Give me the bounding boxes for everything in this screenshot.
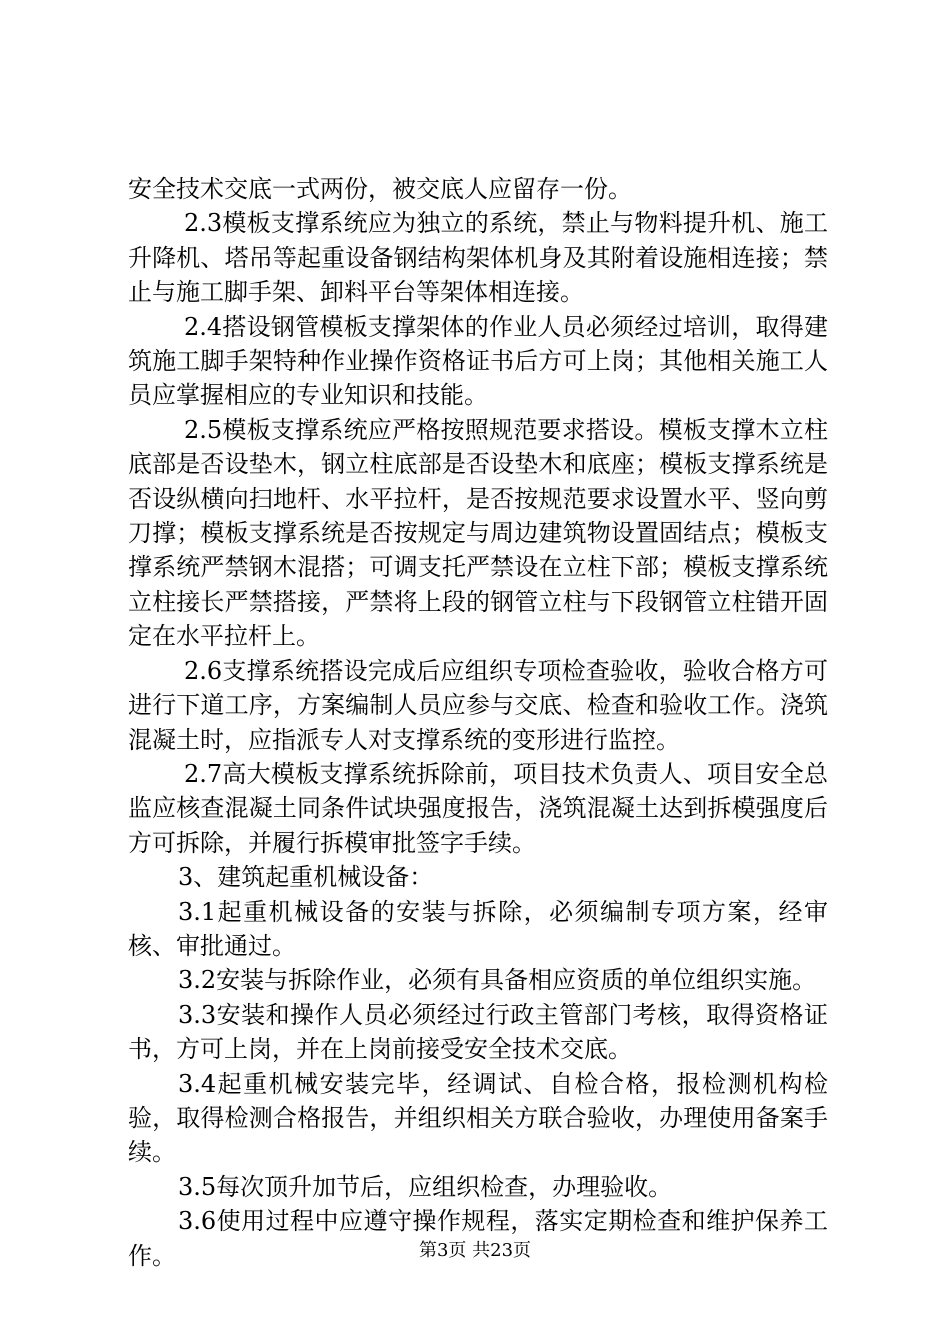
paragraph-2-5: 2.5模板支撑系统应严格按照规范要求搭设。模板支撑木立柱底部是否设垫木，钢立柱底部是否设垫木和底座；模板支撑系统是否设纵横向扫地杆、水平拉杆，是否按规范要求设置水平、竖向剪刀撑；模板支撑系统是否按规定与周边建筑物设置固结点；模板支撑系统严禁钢木混搭；可调支托严禁设在立柱下部；模板支撑系统立柱接长严禁搭接，严禁将上段的钢管立柱与下段钢管立柱错开固定在水平拉杆上。	[128, 415, 828, 651]
paragraph-3-6: 3.6使用过程中应遵守操作规程，落实定期检查和维护保养工作。	[128, 1207, 828, 1270]
paragraph-3-5: 3.5每次顶升加节后，应组织检查，办理验收。	[178, 1172, 673, 1201]
document-body	[128, 172, 828, 1273]
paragraph-3-1: 3.1起重机械设备的安装与拆除，必须编制专项方案，经审核、审批通过。	[128, 897, 828, 960]
page-number-footer: 第3页 共23页	[418, 1240, 532, 1261]
paragraph-3-2: 3.2安装与拆除作业，必须有具备相应资质的单位组织实施。	[178, 966, 817, 995]
paragraph-2-7: 2.7高大模板支撑系统拆除前，项目技术负责人、项目安全总监应核查混凝土同条件试块强度报告，浇筑混凝土达到拆模强度后方可拆除，并履行拆模审批签字手续。	[128, 759, 828, 857]
paragraph-2-3: 2.3模板支撑系统应为独立的系统，禁止与物料提升机、施工升降机、塔吊等起重设备钢结构架体机身及其附着设施相连接；禁止与施工脚手架、卸料平台等架体相连接。	[128, 209, 828, 307]
paragraph-3-4: 3.4起重机械安装完毕，经调试、自检合格，报检测机构检验，取得检测合格报告，并组织相关方联合验收，办理使用备案手续。	[128, 1069, 828, 1167]
paragraph-2-6: 2.6支撑系统搭设完成后应组织专项检查验收，验收合格方可进行下道工序，方案编制人员应参与交底、检查和验收工作。浇筑混凝土时，应指派专人对支撑系统的变形进行监控。	[128, 656, 828, 754]
section-heading-3: 3、建筑起重机械设备：	[178, 863, 434, 892]
paragraph-2-4: 2.4搭设钢管模板支撑架体的作业人员必须经过培训，取得建筑施工脚手架特种作业操作资格证书后方可上岗；其他相关施工人员应掌握相应的专业知识和技能。	[128, 312, 828, 410]
paragraph-3-3: 3.3安装和操作人员必须经过行政主管部门考核，取得资格证书，方可上岗，并在上岗前接受安全技术交底。	[128, 1000, 828, 1064]
paragraph-continued: 安全技术交底一式两份，被交底人应留存一份。	[128, 175, 632, 203]
